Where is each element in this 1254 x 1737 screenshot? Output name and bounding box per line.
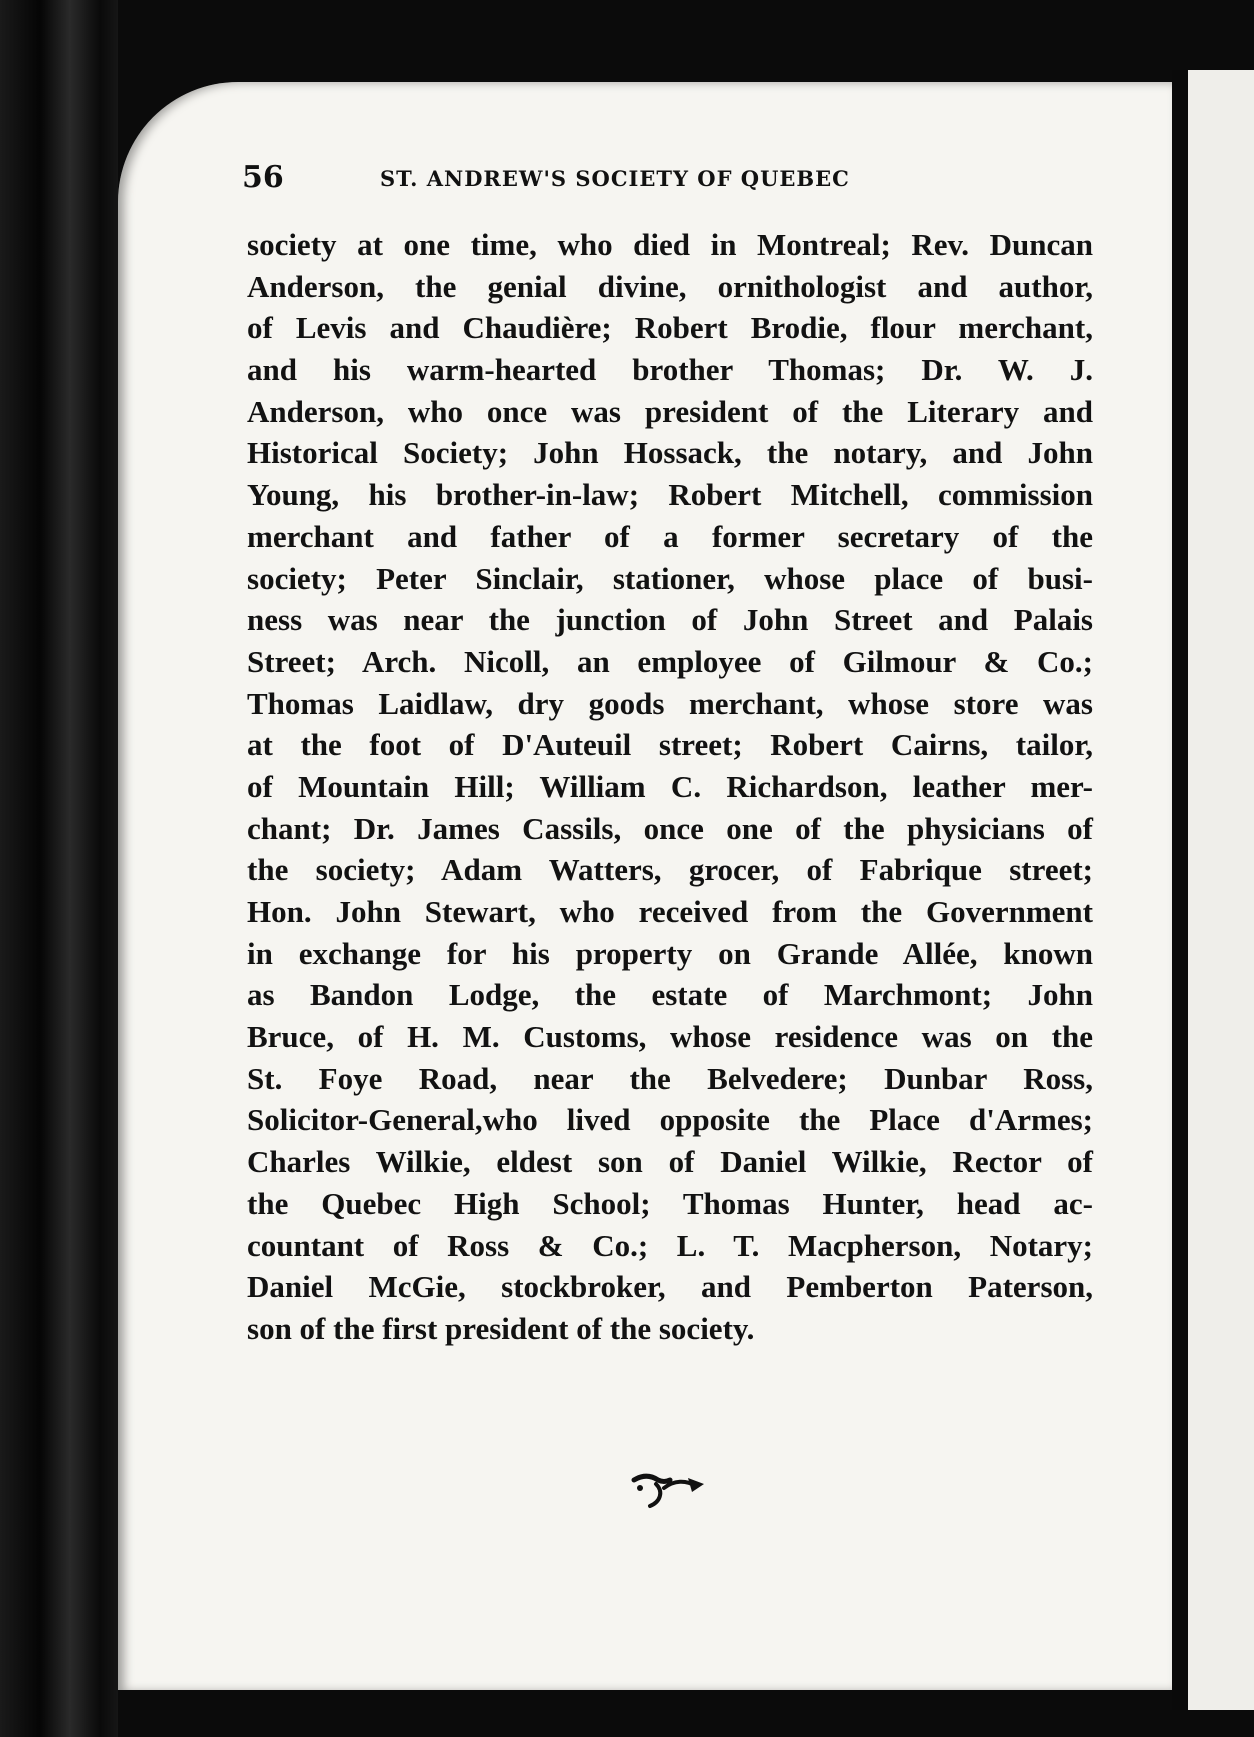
text-line: Street; Arch. Nicoll, an employee of Gilmour & Co.; (247, 643, 1093, 679)
text-line: Solicitor-General,who lived opposite the Place d'Armes; (247, 1102, 1093, 1138)
page-bottom-shadow (118, 1690, 1172, 1737)
book-binding-edge (0, 0, 118, 1737)
text-line: of Mountain Hill; William C. Richardson, leather mer- (247, 768, 1093, 804)
page-header (242, 160, 1092, 210)
text-line: ness was near the junction of John Street and Palais (247, 602, 1093, 638)
text-line: the Quebec High School; Thomas Hunter, head ac- (247, 1185, 1093, 1221)
page-number: 56 (242, 160, 284, 195)
running-head: ST. ANDREW'S SOCIETY OF QUEBEC (380, 166, 850, 191)
text-line: chant; Dr. James Cassils, once one of the physicians of (247, 810, 1093, 846)
text-line: society; Peter Sinclair, stationer, whose place of busi- (247, 560, 1093, 596)
text-line: Charles Wilkie, eldest son of Daniel Wilkie, Rector of (247, 1144, 1093, 1180)
text-line: Anderson, who once was president of the Literary and (247, 393, 1093, 429)
text-line: Bruce, of H. M. Customs, whose residence was on the (247, 1019, 1093, 1055)
text-line: at the foot of D'Auteuil street; Robert Cairns, tailor, (247, 727, 1093, 763)
text-line: merchant and father of a former secretary of the (247, 518, 1093, 554)
printers-flourish-icon (630, 1470, 710, 1510)
text-line: St. Foye Road, near the Belvedere; Dunbar Ross, (247, 1060, 1093, 1096)
text-line: Hon. John Stewart, who received from the Government (247, 894, 1093, 929)
text-line: Anderson, the genial divine, ornithologist and author, (247, 268, 1093, 304)
text-line: Historical Society; John Hossack, the notary, and John (247, 435, 1093, 471)
adjacent-page-edge (1188, 70, 1254, 1710)
text-line: as Bandon Lodge, the estate of Marchmont; John (247, 977, 1093, 1013)
text-line: countant of Ross & Co.; L. T. Macpherson, Notary; (247, 1227, 1093, 1263)
text-line: Young, his brother-in-law; Robert Mitchell, commission (247, 477, 1093, 513)
text-line: in exchange for his property on Grande Allée, known (247, 935, 1093, 971)
text-line: Daniel McGie, stockbroker, and Pemberton Paterson, (247, 1269, 1093, 1305)
text-line: and his warm-hearted brother Thomas; Dr. W. J. (247, 352, 1093, 388)
text-line: the society; Adam Watters, grocer, of Fabrique street; (247, 852, 1093, 888)
page-gutter (1172, 70, 1188, 1710)
text-line: of Levis and Chaudière; Robert Brodie, flour merchant, (247, 310, 1093, 346)
body-text (247, 224, 1093, 1350)
text-line: son of the first president of the society. (247, 1310, 755, 1346)
text-line: Thomas Laidlaw, dry goods merchant, whose store was (247, 685, 1093, 721)
text-line: society at one time, who died in Montreal; Rev. Duncan (247, 227, 1093, 262)
